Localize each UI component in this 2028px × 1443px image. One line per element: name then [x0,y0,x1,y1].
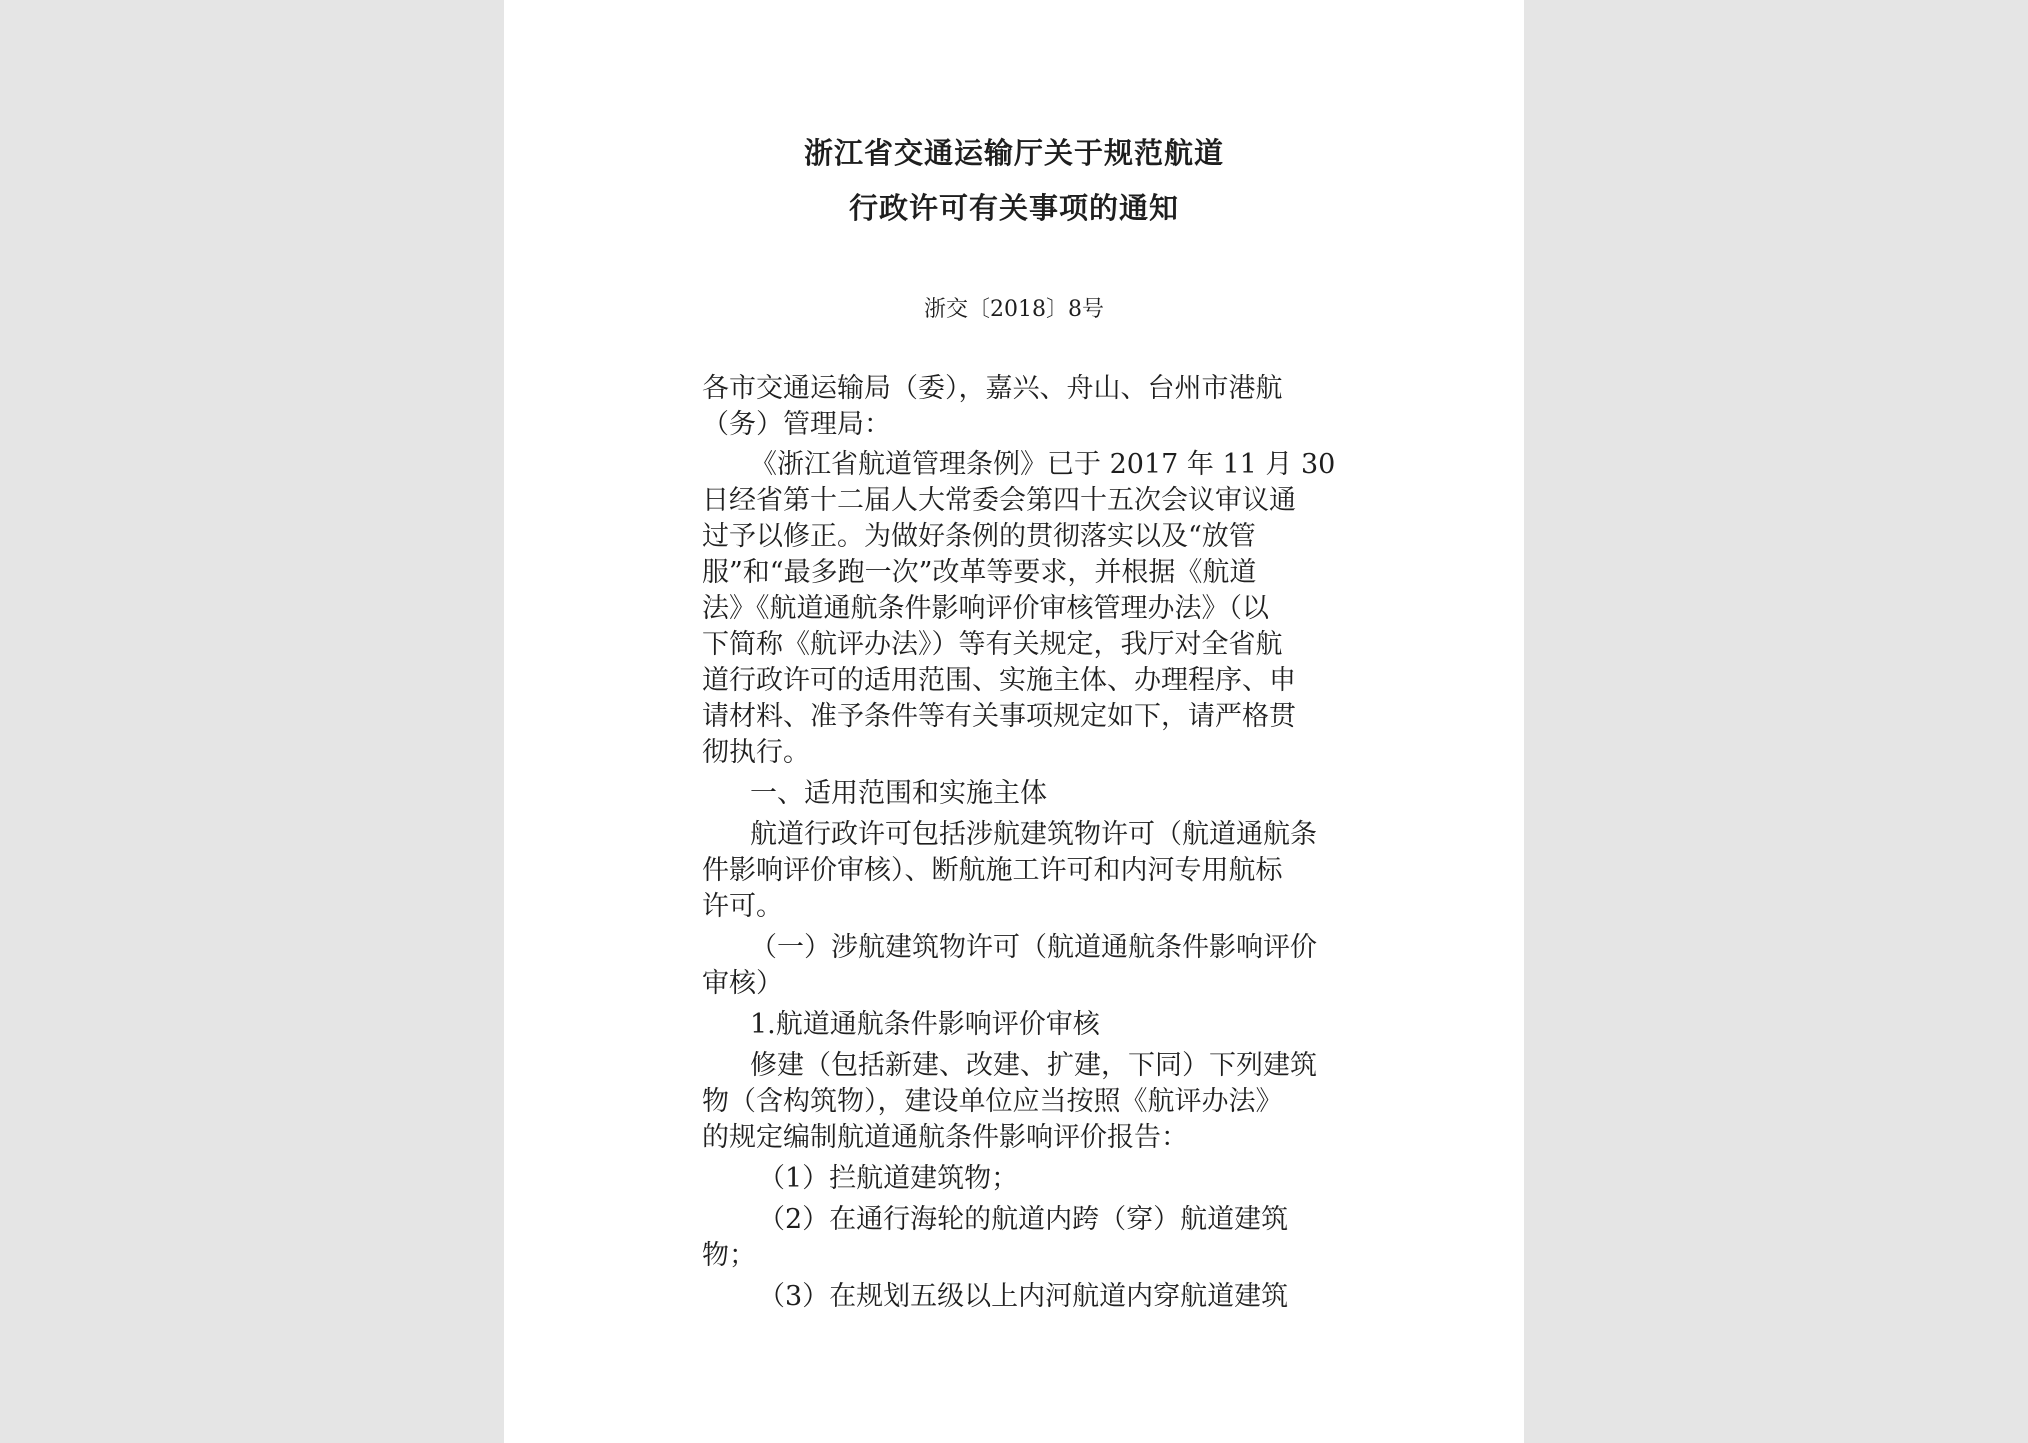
list-item-cont: 物； [702,1240,756,1271]
body-text-line: 物（含构筑物），建设单位应当按照《航评办法》 [702,1086,1283,1117]
document-number: 浙交〔2018〕8号 [924,297,1104,322]
body-text-line: 航道行政许可包括涉航建筑物许可（航道通航条 [750,819,1317,850]
document-title-line-2: 行政许可有关事项的通知 [848,191,1179,225]
body-text-line: 件影响评价审核）、断航施工许可和内河专用航标 [702,855,1283,886]
body-text-line: 法》《航道通航条件影响评价审核管理办法》（以 [702,593,1269,624]
subsection-heading-cont: 审核） [702,968,783,999]
body-text-line: 《浙江省航道管理条例》已于 2017 年 11 月 30 [750,449,1336,480]
list-item: （2）在通行海轮的航道内跨（穿）航道建筑 [758,1204,1289,1235]
body-text-line: 的规定编制航道通航条件影响评价报告： [702,1122,1188,1153]
body-text-line: 修建（包括新建、改建、扩建，下同）下列建筑 [750,1050,1317,1081]
body-text-line: 许可。 [702,891,783,922]
body-text-line: 请材料、准予条件等有关事项规定如下，请严格贯 [702,701,1296,732]
list-item: （3）在规划五级以上内河航道内穿航道建筑 [758,1281,1289,1312]
subsection-heading: （一）涉航建筑物许可（航道通航条件影响评价 [750,932,1317,963]
body-text-line: 服”和“最多跑一次”改革等要求，并根据《航道 [702,557,1257,588]
body-text-line: 日经省第十二届人大常委会第四十五次会议审议通 [702,485,1296,516]
addressee-line-1: 各市交通运输局（委），嘉兴、舟山、台州市港航 [702,373,1283,404]
list-item: （1）拦航道建筑物； [758,1163,1019,1194]
addressee-line-2: （务）管理局： [702,409,891,440]
body-text-line: 彻执行。 [702,737,810,768]
document-title-line-1: 浙江省交通运输厅关于规范航道 [803,136,1224,170]
section-heading: 一、适用范围和实施主体 [750,778,1047,809]
body-text-line: 下简称《航评办法》）等有关规定，我厅对全省航 [702,629,1283,660]
item-heading: 1.航道通航条件影响评价审核 [750,1009,1100,1040]
body-text-line: 过予以修正。为做好条例的贯彻落实以及“放管 [702,521,1256,552]
document-page [504,0,1524,1443]
body-text-line: 道行政许可的适用范围、实施主体、办理程序、申 [702,665,1296,696]
